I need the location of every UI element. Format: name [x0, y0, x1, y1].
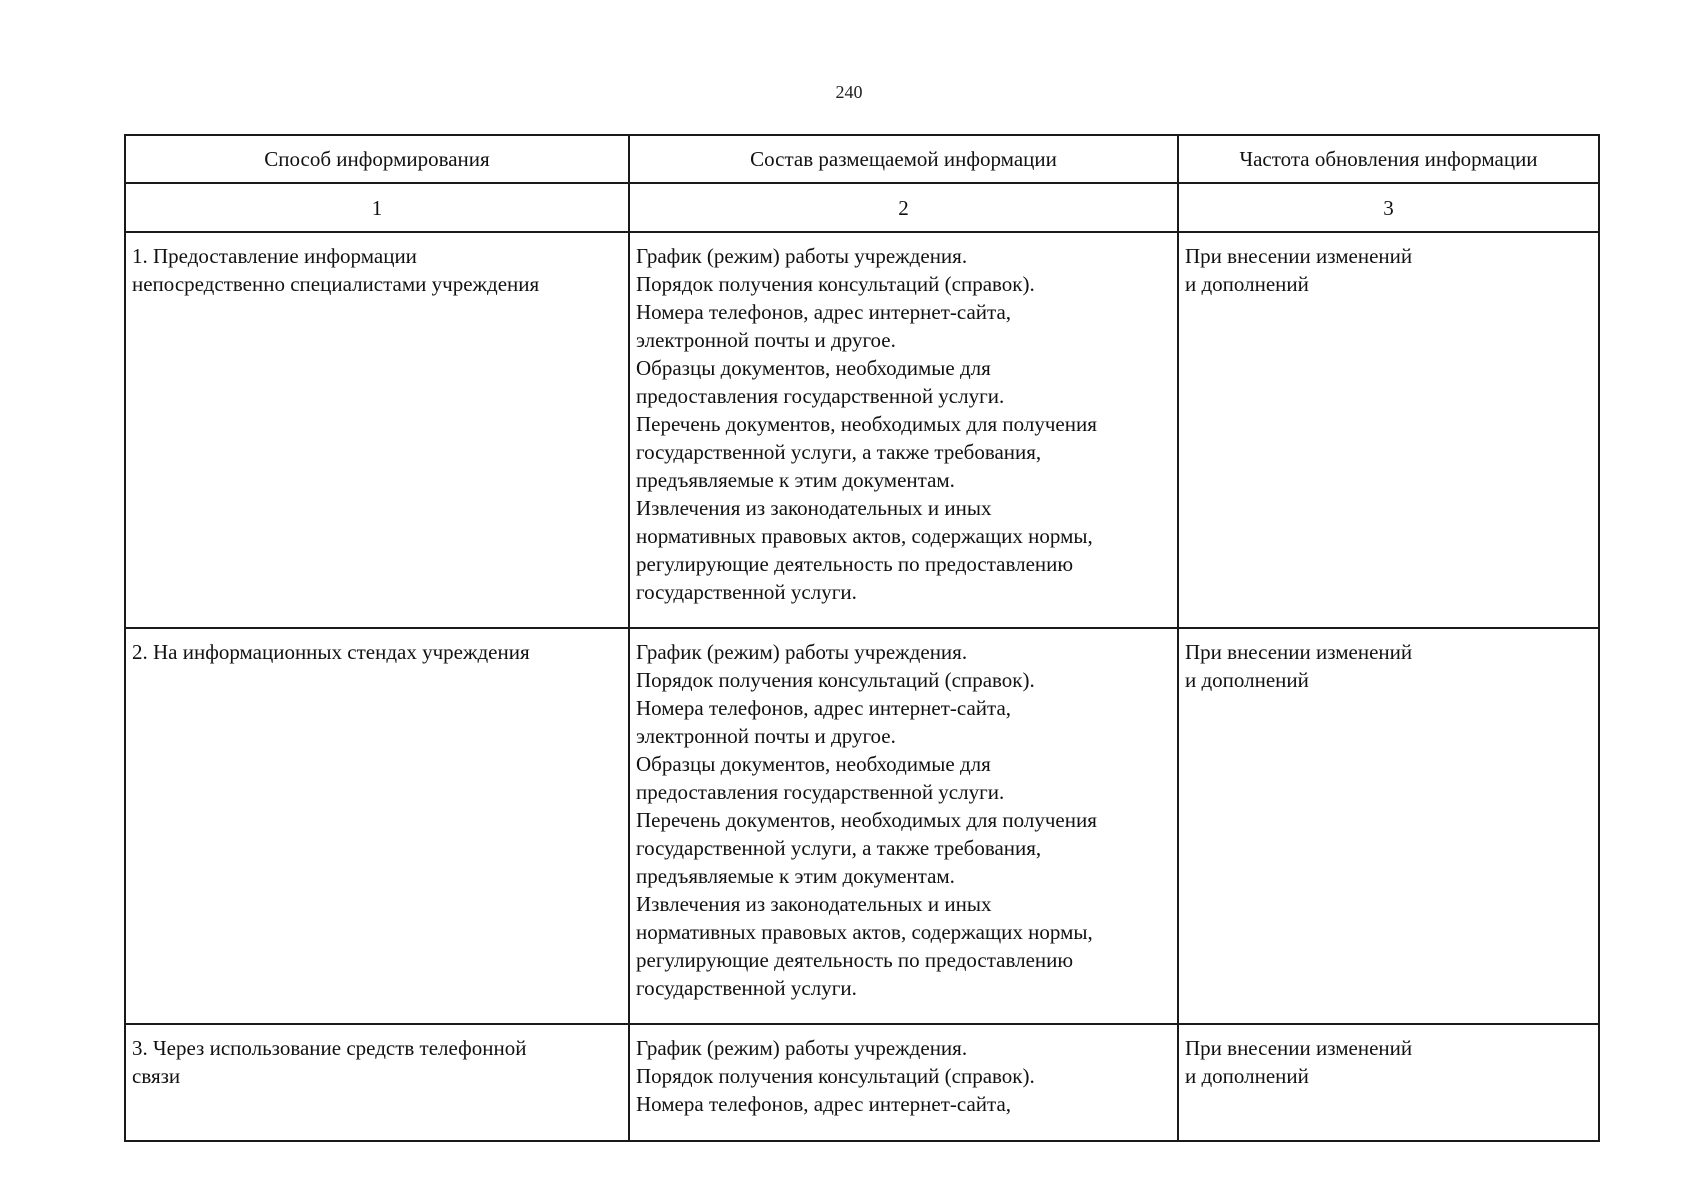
method-line: 1. Предоставление информации: [132, 244, 417, 268]
frequency-cell: [1178, 1024, 1599, 1141]
content-line: регулирующие деятельность по предоставлению: [636, 948, 1074, 972]
table-row: [125, 1024, 1599, 1141]
information-table: [124, 134, 1600, 1142]
method-cell: [125, 1024, 629, 1141]
content-line: государственной услуги, а также требования,: [636, 440, 1042, 464]
frequency-cell: [1178, 628, 1599, 1024]
content-line: График (режим) работы учреждения.: [636, 244, 968, 268]
content-line: График (режим) работы учреждения.: [636, 1036, 968, 1060]
content-cell: [629, 628, 1178, 1024]
method-line: связи: [132, 1064, 181, 1088]
content-line: предъявляемые к этим документам.: [636, 468, 955, 492]
method-cell: [125, 232, 629, 628]
content-line: Номера телефонов, адрес интернет-сайта,: [636, 1092, 1012, 1116]
content-line: предъявляемые к этим документам.: [636, 864, 955, 888]
content-line: государственной услуги, а также требования,: [636, 836, 1042, 860]
method-cell: [125, 628, 629, 1024]
content-line: нормативных правовых актов, содержащих нормы,: [636, 920, 1093, 944]
table-row: [125, 232, 1599, 628]
column-number-row: [125, 183, 1599, 232]
content-line: предоставления государственной услуги.: [636, 384, 1005, 408]
frequency-cell: [1178, 232, 1599, 628]
content-line: Номера телефонов, адрес интернет-сайта,: [636, 696, 1012, 720]
header-method: Способ информирования: [125, 135, 629, 183]
header-frequency: Частота обновления информации: [1178, 135, 1599, 183]
table-header-row: [125, 135, 1599, 183]
content-line: График (режим) работы учреждения.: [636, 640, 968, 664]
content-line: электронной почты и другое.: [636, 328, 896, 352]
header-content: Состав размещаемой информации: [629, 135, 1178, 183]
frequency-line: При внесении изменений: [1185, 640, 1413, 664]
content-line: Порядок получения консультаций (справок).: [636, 668, 1035, 692]
content-line: государственной услуги.: [636, 580, 857, 604]
content-line: Перечень документов, необходимых для получения: [636, 808, 1097, 832]
content-line: Образцы документов, необходимые для: [636, 356, 991, 380]
content-line: Извлечения из законодательных и иных: [636, 496, 992, 520]
content-line: Извлечения из законодательных и иных: [636, 892, 992, 916]
content-line: Порядок получения консультаций (справок).: [636, 1064, 1035, 1088]
content-line: Номера телефонов, адрес интернет-сайта,: [636, 300, 1012, 324]
frequency-line: и дополнений: [1185, 272, 1309, 296]
method-line: 3. Через использование средств телефонной: [132, 1036, 527, 1060]
content-cell: [629, 232, 1178, 628]
frequency-line: При внесении изменений: [1185, 1036, 1413, 1060]
content-line: Перечень документов, необходимых для получения: [636, 412, 1097, 436]
column-number-2: 2: [629, 183, 1178, 232]
content-line: Порядок получения консультаций (справок).: [636, 272, 1035, 296]
frequency-line: и дополнений: [1185, 1064, 1309, 1088]
content-line: государственной услуги.: [636, 976, 857, 1000]
method-line: 2. На информационных стендах учреждения: [132, 640, 530, 664]
page-number: 240: [835, 82, 863, 102]
frequency-line: При внесении изменений: [1185, 244, 1413, 268]
column-number-3: 3: [1178, 183, 1599, 232]
content-line: регулирующие деятельность по предоставлению: [636, 552, 1074, 576]
frequency-line: и дополнений: [1185, 668, 1309, 692]
table-row: [125, 628, 1599, 1024]
content-line: предоставления государственной услуги.: [636, 780, 1005, 804]
content-line: нормативных правовых актов, содержащих нормы,: [636, 524, 1093, 548]
content-line: Образцы документов, необходимые для: [636, 752, 991, 776]
column-number-1: 1: [125, 183, 629, 232]
method-line: непосредственно специалистами учреждения: [132, 272, 540, 296]
content-line: электронной почты и другое.: [636, 724, 896, 748]
content-cell: [629, 1024, 1178, 1141]
